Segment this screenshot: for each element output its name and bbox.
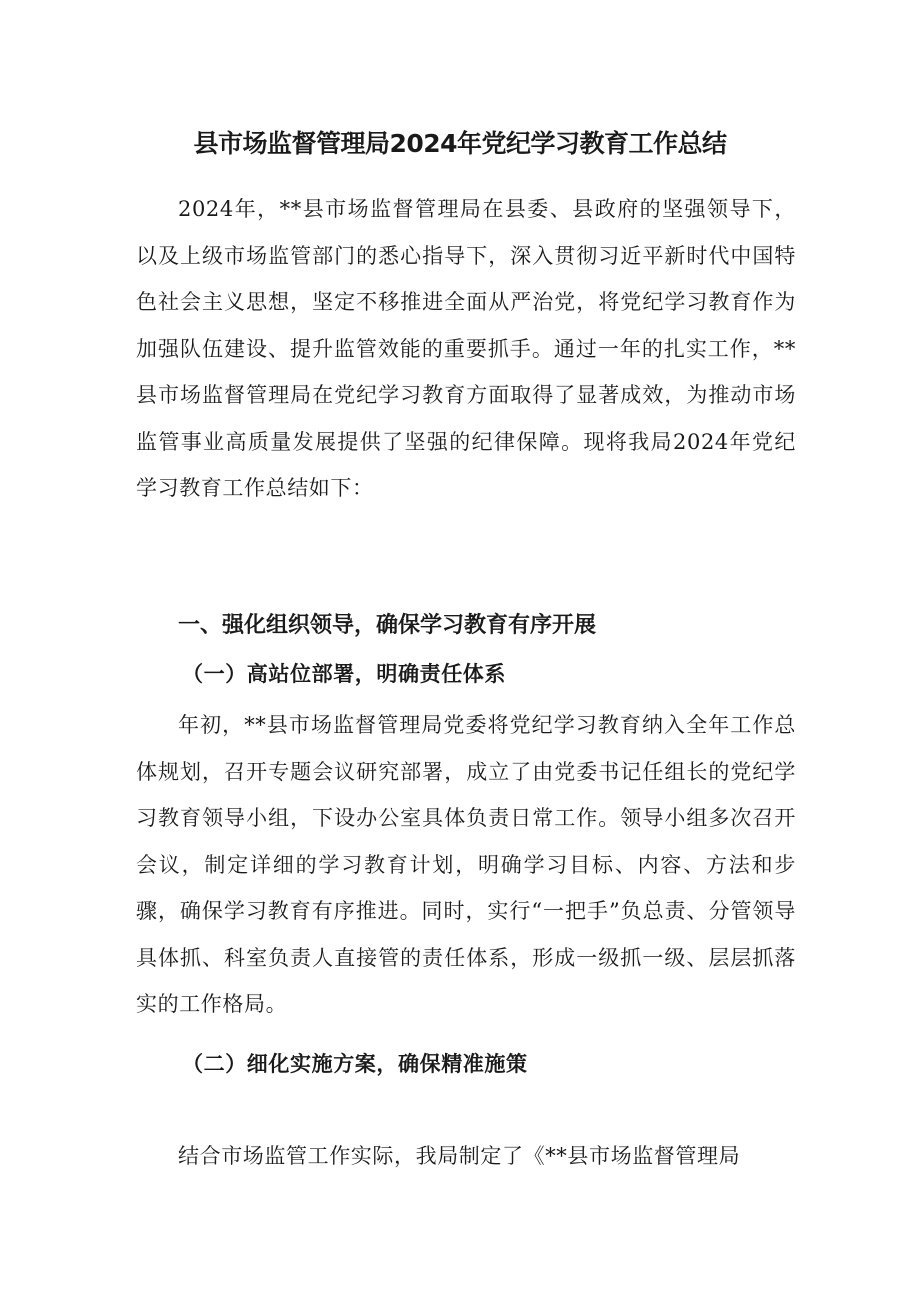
subsection-1-paragraph: 年初，**县市场监督管理局党委将党纪学习教育纳入全年工作总体规划，召开专题会议研究部署，成立了由党委书记任组长的党纪学习教育领导小组，下设办公室具体负责日常工作。领导小组多次召开会议，制定详细的学习教育计划，明确学习目标、内容、方法和步骤，确保学习教育有序推进。同时，实行“一把手”负总责、分管领导具体抓、科室负责人直接管的责任体系，形成一级抓一级、层层抓落实的工作格局。	[136, 713, 796, 1016]
subsection-2-paragraph: 结合市场监管工作实际，我局制定了《**县市场监督管理局	[178, 1144, 741, 1168]
subsection-1-heading: （一）高站位部署，明确责任体系	[182, 661, 506, 686]
document-title: 县市场监督管理局2024年党纪学习教育工作总结	[193, 129, 727, 158]
intro-paragraph: 2024年，**县市场监督管理局在县委、县政府的坚强领导下，以及上级市场监管部门的悉心指导下，深入贯彻习近平新时代中国特色社会主义思想，坚定不移推进全面从严治党，将党纪学习教育作为加强队伍建设、提升监管效能的重要抓手。通过一年的扎实工作，**县市场监督管理局在党纪学习教育方面取得了显著成效，为推动市场监管事业高质量发展提供了坚强的纪律保障。现将我局2024年党纪学习教育工作总结如下：	[136, 197, 796, 500]
section-1-heading: 一、强化组织领导，确保学习教育有序开展	[178, 613, 597, 638]
subsection-2-heading: （二）细化实施方案，确保精准施策	[182, 1051, 528, 1076]
